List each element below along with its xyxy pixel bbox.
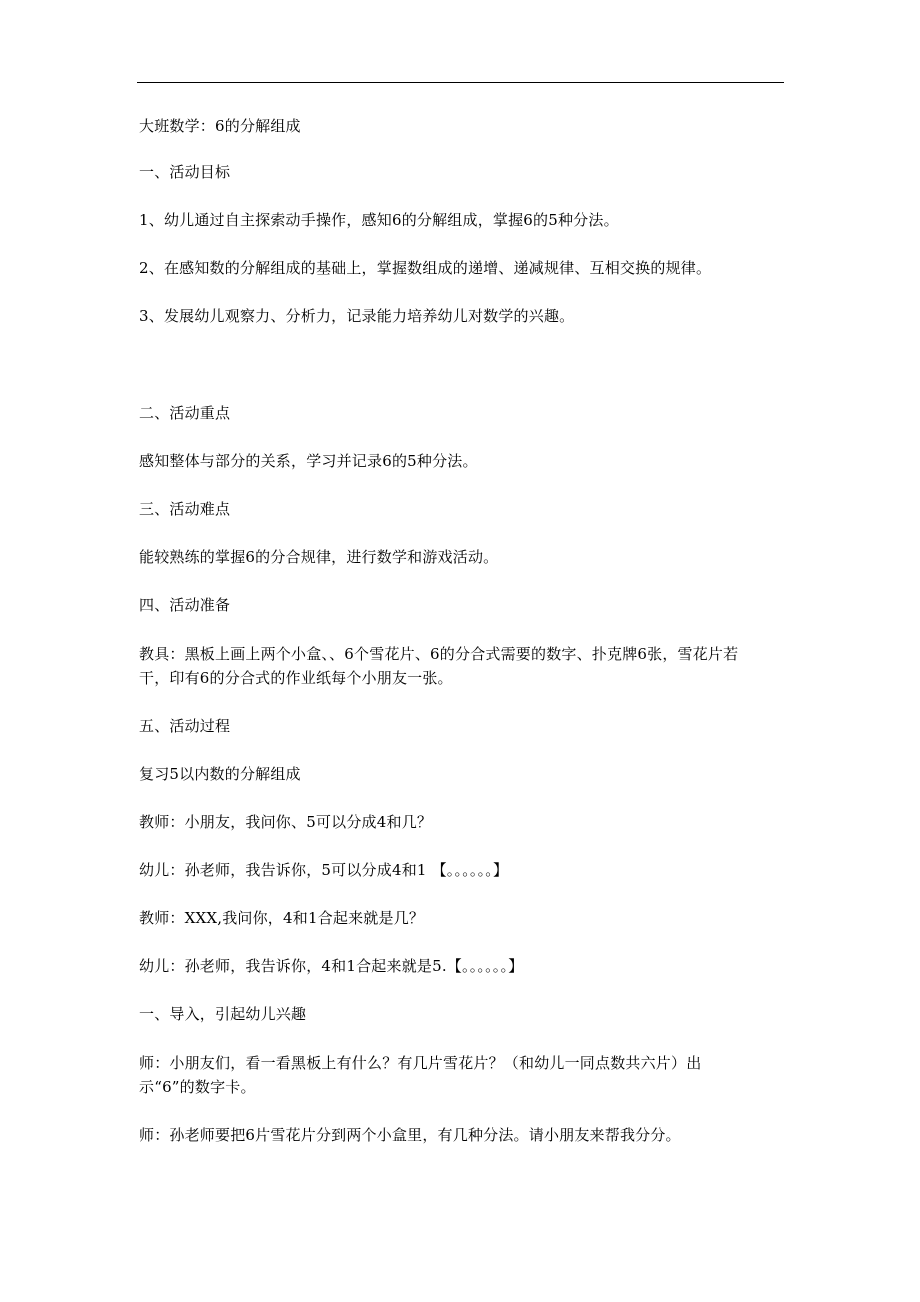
goal-item-1: 1、幼儿通过自主探索动手操作，感知6的分解组成，掌握6的5种分法。 <box>139 211 619 229</box>
document-title: 大班数学：6的分解组成 <box>139 117 301 135</box>
dialog-child-1: 幼儿：孙老师，我告诉你，5可以分成4和1 【。。。。。。】 <box>139 861 509 879</box>
intro-paragraph-1: 师：小朋友们，看一看黑板上有什么？有几片雪花片？（和幼儿一同点数共六片）出示“6”的数字卡。 <box>139 1054 702 1096</box>
review-line: 复习5以内数的分解组成 <box>139 765 301 783</box>
goal-item-3: 3、发展幼儿观察力、分析力，记录能力培养幼儿对数学的兴趣。 <box>139 307 575 325</box>
key-points-heading: 二、活动重点 <box>139 404 231 422</box>
process-heading: 五、活动过程 <box>139 717 231 735</box>
difficulty-heading: 三、活动难点 <box>139 500 231 518</box>
dialog-teacher-1: 教师：小朋友，我问你、5可以分成4和几？ <box>139 813 433 831</box>
preparation-text: 教具：黑板上画上两个小盒、、6个雪花片、6的分合式需要的数字、扑克牌6张，雪花片若干，印有6的分合式的作业纸每个小朋友一张。 <box>139 645 739 687</box>
difficulty-text: 能较熟练的掌握6的分合规律，进行数学和游戏活动。 <box>139 548 499 566</box>
intro-paragraph-2: 师：孙老师要把6片雪花片分到两个小盒里，有几种分法。请小朋友来帮我分分。 <box>139 1126 681 1144</box>
key-points-text: 感知整体与部分的关系，学习并记录6的5种分法。 <box>139 452 478 470</box>
goal-item-2: 2、在感知数的分解组成的基础上，掌握数组成的递增、递减规律、互相交换的规律。 <box>139 259 712 277</box>
dialog-teacher-2: 教师：XXX,我问你，4和1合起来就是几？ <box>139 909 425 927</box>
goals-heading: 一、活动目标 <box>139 163 231 181</box>
header-rule <box>137 82 784 83</box>
intro-heading: 一、导入，引起幼儿兴趣 <box>139 1005 307 1023</box>
dialog-child-2: 幼儿：孙老师，我告诉你，4和1合起来就是5.【。。。。。。】 <box>139 957 524 975</box>
preparation-heading: 四、活动准备 <box>139 596 231 614</box>
